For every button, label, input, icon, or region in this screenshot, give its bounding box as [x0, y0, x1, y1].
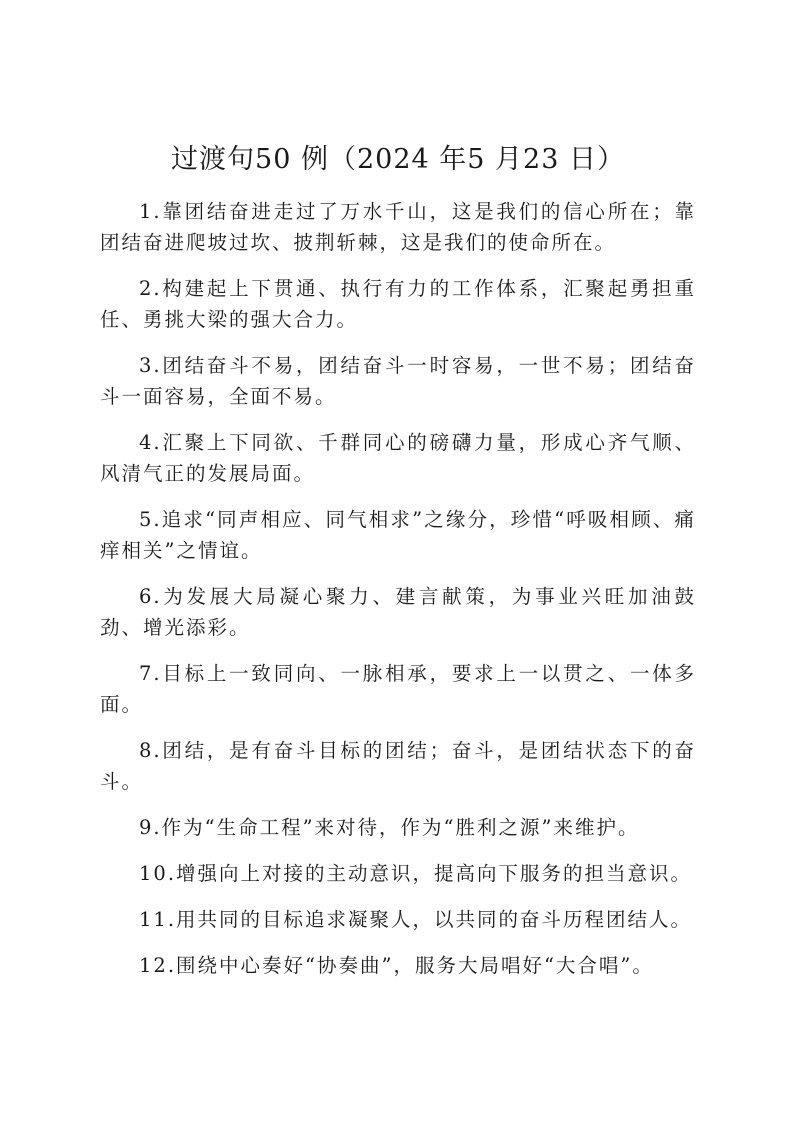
list-item: 5.追求“同声相应、同气相求”之缘分，珍惜“呼吸相顾、痛痒相关”之情谊。 [100, 508, 696, 562]
item-list [100, 196, 696, 981]
list-item: 9.作为“生命工程”来对待，作为“胜利之源”来维护。 [139, 816, 640, 839]
list-item: 8.团结，是有奋斗目标的团结；奋斗，是团结状态下的奋斗。 [100, 739, 696, 793]
list-item: 12.围绕中心奏好“协奏曲”，服务大局唱好“大合唱”。 [139, 954, 654, 977]
document-title: 过渡句50 例（2024 年5 月23 日） [171, 144, 625, 175]
list-item: 1.靠团结奋进走过了万水千山，这是我们的信心所在；靠团结奋进爬坡过坎、披荆斩棘，这是我们的使命所在。 [100, 200, 696, 254]
list-item: 11.用共同的目标追求凝聚人，以共同的奋斗历程团结人。 [139, 908, 693, 931]
list-item: 2.构建起上下贯通、执行有力的工作体系，汇聚起勇担重任、勇挑大梁的强大合力。 [100, 277, 696, 331]
list-item: 4.汇聚上下同欲、千群同心的磅礴力量，形成心齐气顺、风清气正的发展局面。 [100, 431, 696, 485]
list-item: 10.增强向上对接的主动意识，提高向下服务的担当意识。 [139, 862, 693, 885]
list-item: 7.目标上一致同向、一脉相承，要求上一以贯之、一体多面。 [100, 662, 696, 716]
list-item: 3.团结奋斗不易，团结奋斗一时容易，一世不易；团结奋斗一面容易，全面不易。 [100, 354, 696, 408]
list-item: 6.为发展大局凝心聚力、建言献策，为事业兴旺加油鼓劲、增光添彩。 [100, 585, 696, 639]
